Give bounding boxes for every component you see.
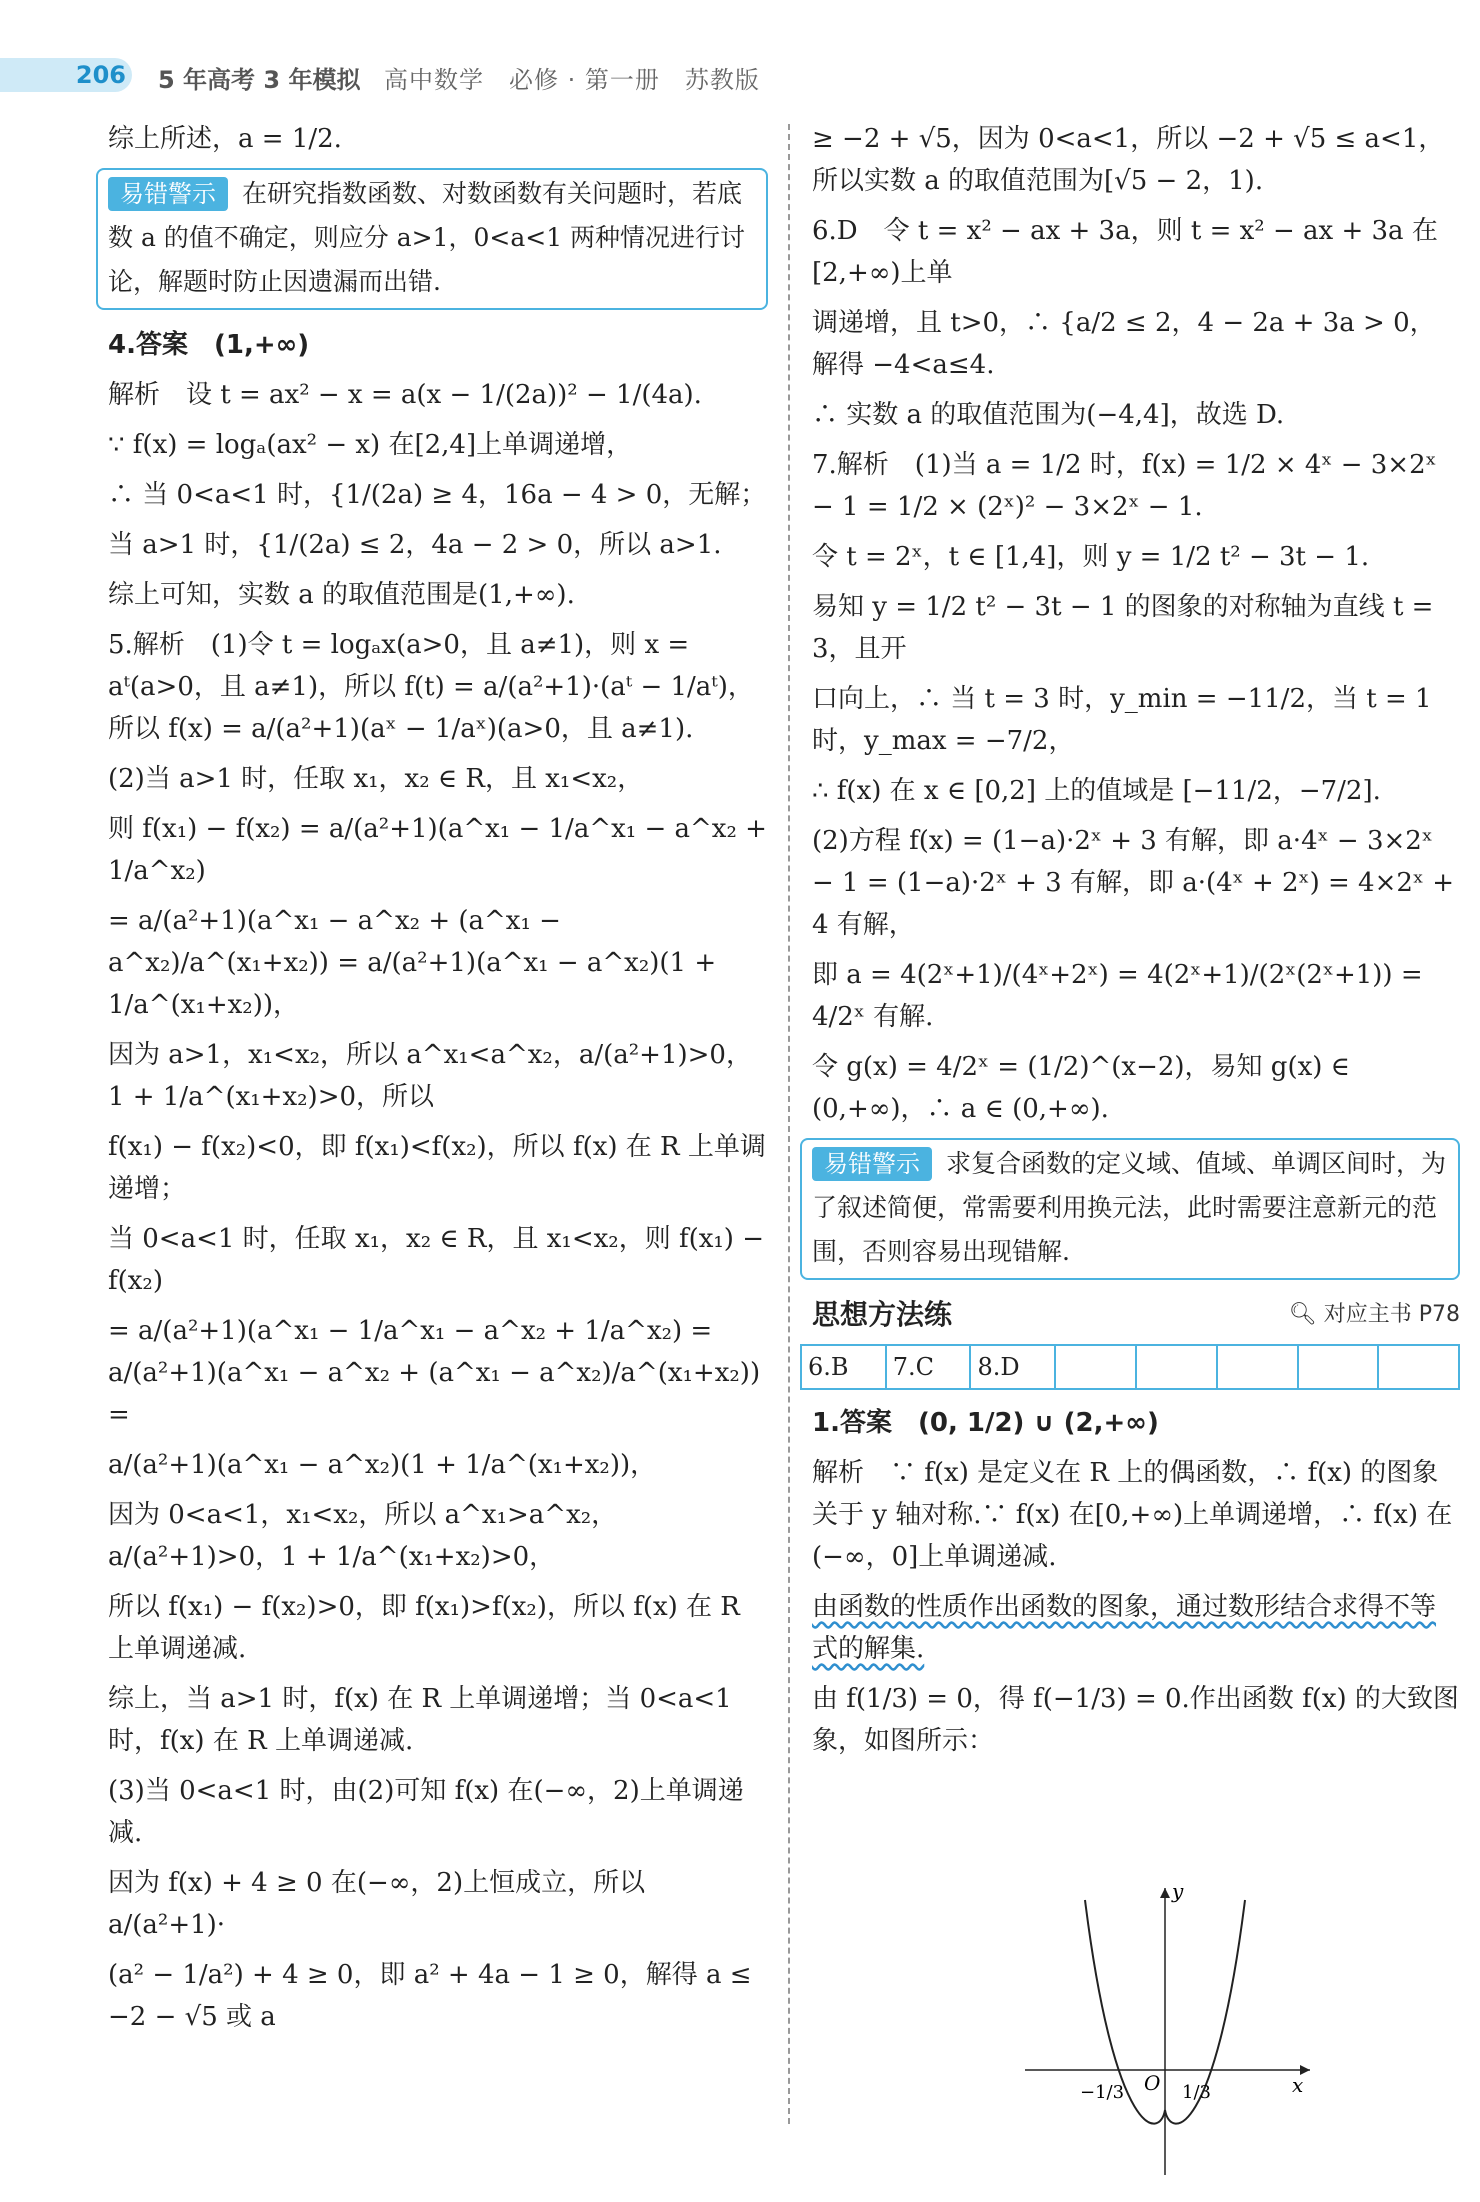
text-line: 因为 0<a<1，x₁<x₂，所以 a^x₁>a^x₂，a/(a²+1)>0，1 + 1/a^(x₁+x₂)>0， — [108, 1500, 618, 1572]
text-line: (a² − 1/a²) + 4 ≥ 0，即 a² + 4a − 1 ≥ 0，解得 a ≤ −2 − √5 或 a — [108, 1960, 752, 2032]
text-line: 解析 设 t = ax² − x = a(x − 1/(2a))² − 1/(4a). — [108, 380, 702, 410]
text-line: 令 g(x) = 4/2ˣ = (1/2)^(x−2)，易知 g(x) ∈ (0,+∞)，∴ a ∈ (0,+∞). — [812, 1052, 1350, 1124]
text-line: 所以 f(x₁) − f(x₂)>0，即 f(x₁)>f(x₂)，所以 f(x) 在 R 上单调递减. — [108, 1592, 740, 1664]
highlighted-text: 由函数的性质作出函数的图象，通过数形结合求得不等式的解集. — [812, 1592, 1437, 1664]
section-reference: 🔍︎ 对应主书 P78 — [1288, 1302, 1460, 1327]
page-header — [0, 56, 1480, 96]
section-title: 思想方法练 — [812, 1298, 953, 1331]
text-line: 因为 f(x) + 4 ≥ 0 在(−∞，2)上恒成立，所以 a/(a²+1)· — [108, 1868, 646, 1940]
book-title: 高中数学 必修 · 第一册 苏教版 — [384, 66, 760, 94]
warning-box — [800, 1138, 1460, 1280]
text-line: 综上可知，实数 a 的取值范围是(1,+∞). — [108, 580, 575, 610]
text-line: 口向上，∴ 当 t = 3 时，y_min = −11/2，当 t = 1 时，y_max = −7/2， — [812, 684, 1432, 756]
answer-heading: 4.答案 (1,+∞) — [108, 330, 310, 360]
text-line: ≥ −2 + √5，因为 0<a<1，所以 −2 + √5 ≤ a<1，所以实数 a 的取值范围为[√5 − 2，1). — [812, 124, 1445, 196]
warning-text: 求复合函数的定义域、值域、单调区间时，为了叙述简便，常需要利用换元法，此时需要注意新元的范围，否则容易出现错解. — [812, 1149, 1447, 1266]
text-line: ∴ f(x) 在 x ∈ [0,2] 上的值域是 [−11/2，−7/2]. — [812, 776, 1381, 806]
table-cell — [1217, 1345, 1298, 1389]
page-number: 206 — [0, 58, 132, 92]
text-line: 解析 ∵ f(x) 是定义在 R 上的偶函数，∴ f(x) 的图象关于 y 轴对称.∵ f(x) 在[0,+∞)上单调递增，∴ f(x) 在(−∞，0]上单调递减. — [812, 1458, 1453, 1572]
left-column — [108, 118, 768, 2046]
text-line: 由 f(1/3) = 0，得 f(−1/3) = 0.作出函数 f(x) 的大致图象，如图所示： — [812, 1684, 1459, 1756]
text-line: (2)当 a>1 时，任取 x₁，x₂ ∈ R，且 x₁<x₂， — [108, 764, 644, 794]
warning-label: 易错警示 — [108, 177, 228, 211]
table-cell — [1055, 1345, 1136, 1389]
text-line: ∴ 实数 a 的取值范围为(−4,4]，故选 D. — [812, 400, 1285, 430]
text-line: 综上，当 a>1 时，f(x) 在 R 上单调递增；当 0<a<1 时，f(x) 在 R 上单调递减. — [108, 1684, 732, 1756]
text-line: (3)当 0<a<1 时，由(2)可知 f(x) 在(−∞，2)上单调递减. — [108, 1776, 744, 1848]
y-axis-label: y — [1172, 1880, 1184, 1903]
text-line: 调递增，且 t>0，∴ {a/2 ≤ 2，4 − 2a + 3a > 0，解得 −4<a≤4. — [812, 308, 1436, 380]
text-line: 易知 y = 1/2 t² − 3t − 1 的图象的对称轴为直线 t = 3，且开 — [812, 592, 1434, 664]
answer-heading: 1.答案 (0, 1/2) ∪ (2,+∞) — [812, 1408, 1159, 1438]
answer-table — [800, 1344, 1460, 1390]
text-line: 因为 a>1，x₁<x₂，所以 a^x₁<a^x₂，a/(a²+1)>0，1 + 1/a^(x₁+x₂)>0，所以 — [108, 1040, 752, 1112]
text-line: 7.解析 (1)当 a = 1/2 时，f(x) = 1/2 × 4ˣ − 3×2ˣ − 1 = 1/2 × (2ˣ)² − 3×2ˣ − 1. — [812, 450, 1437, 522]
warning-label: 易错警示 — [812, 1147, 932, 1181]
table-row — [801, 1345, 1459, 1389]
x-axis-label: x — [1292, 2073, 1304, 2097]
table-cell — [1298, 1345, 1379, 1389]
right-column — [808, 118, 1460, 1770]
table-cell: 7.C — [886, 1345, 971, 1389]
text-line: 令 t = 2ˣ，t ∈ [1,4]，则 y = 1/2 t² − 3t − 1. — [812, 542, 1370, 572]
column-divider — [788, 124, 790, 2124]
left-root-label: −1/3 — [1080, 2082, 1125, 2103]
text-line: 当 0<a<1 时，任取 x₁，x₂ ∈ R，且 x₁<x₂，则 f(x₁) − f(x₂) — [108, 1224, 765, 1296]
right-root-label: 1/3 — [1182, 2082, 1211, 2103]
section-heading — [812, 1294, 1460, 1336]
text-line: a/(a²+1)(a^x₁ − a^x₂)(1 + 1/a^(x₁+x₂))， — [108, 1450, 657, 1480]
table-cell: 6.B — [801, 1345, 886, 1389]
warning-box — [96, 168, 768, 310]
table-cell — [1378, 1345, 1459, 1389]
text-line: 则 f(x₁) − f(x₂) = a/(a²+1)(a^x₁ − 1/a^x₁ − a^x₂ + 1/a^x₂) — [108, 814, 767, 886]
text-line: 综上所述，a = 1/2. — [108, 124, 342, 154]
function-graph — [1020, 1880, 1320, 2180]
text-line: 当 a>1 时，{1/(2a) ≤ 2，4a − 2 > 0，所以 a>1. — [108, 530, 722, 560]
table-cell — [1136, 1345, 1217, 1389]
text-line: f(x₁) − f(x₂)<0，即 f(x₁)<f(x₂)，所以 f(x) 在 R 上单调递增； — [108, 1132, 766, 1204]
warning-text: 在研究指数函数、对数函数有关问题时，若底数 a 的值不确定，则应分 a>1，0<a<1 两种情况进行讨论，解题时防止因遗漏而出错. — [108, 179, 746, 296]
origin-label: O — [1144, 2071, 1161, 2095]
series-title: 5 年高考 3 年模拟 — [158, 66, 361, 94]
search-icon: 🔍︎ — [1288, 1302, 1317, 1327]
text-line: 5.解析 (1)令 t = logₐx(a>0，且 a≠1)，则 x = aᵗ(a>0，且 a≠1)，所以 f(t) = a/(a²+1)·(aᵗ − 1/aᵗ)，所以 f(x) = a/(a²+1)(aˣ − 1/aˣ)(a>0，且 a≠1). — [108, 630, 754, 744]
text-line: = a/(a²+1)(a^x₁ − a^x₂ + (a^x₁ − a^x₂)/a^(x₁+x₂)) = a/(a²+1)(a^x₁ − a^x₂)(1 + 1/a^(x₁+x₂))， — [108, 906, 717, 1020]
text-line: ∴ 当 0<a<1 时，{1/(2a) ≥ 4，16a − 4 > 0，无解； — [108, 480, 767, 510]
text-line: (2)方程 f(x) = (1−a)·2ˣ + 3 有解，即 a·4ˣ − 3×2ˣ − 1 = (1−a)·2ˣ + 3 有解，即 a·(4ˣ + 2ˣ) = 4×2ˣ + 4 有解， — [812, 826, 1454, 940]
text-line: 6.D 令 t = x² − ax + 3a，则 t = x² − ax + 3a 在[2,+∞)上单 — [812, 216, 1438, 288]
y-axis-arrow — [1160, 1888, 1170, 1898]
table-cell: 8.D — [970, 1345, 1055, 1389]
text-line: ∵ f(x) = logₐ(ax² − x) 在[2,4]上单调递增， — [108, 430, 633, 460]
text-line: = a/(a²+1)(a^x₁ − 1/a^x₁ − a^x₂ + 1/a^x₂) = a/(a²+1)(a^x₁ − a^x₂ + (a^x₁ − a^x₂)/a^(x₁+x₂)) = — [108, 1316, 761, 1430]
text-line: 即 a = 4(2ˣ+1)/(4ˣ+2ˣ) = 4(2ˣ+1)/(2ˣ(2ˣ+1)) = 4/2ˣ 有解. — [812, 960, 1423, 1032]
